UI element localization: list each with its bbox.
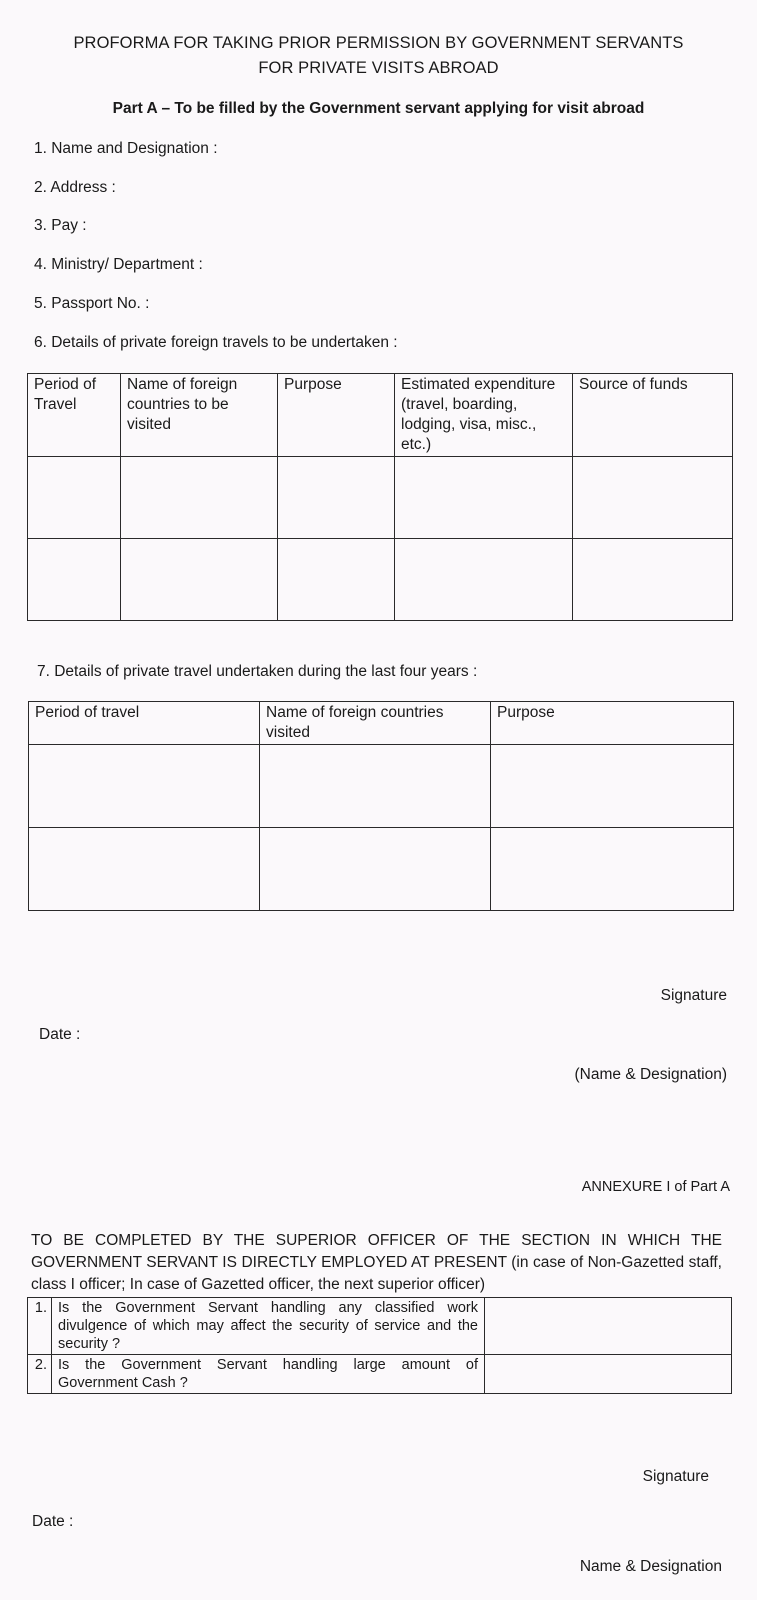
table-cell[interactable] bbox=[260, 745, 491, 828]
field-travel-details-heading: 6. Details of private foreign travels to be undertaken : bbox=[34, 334, 398, 351]
table-cell[interactable] bbox=[29, 745, 260, 828]
field-pay: 3. Pay : bbox=[34, 217, 87, 234]
col-source-of-funds: Source of funds bbox=[573, 374, 733, 457]
section-7-heading: 7. Details of private travel undertaken during the last four years : bbox=[37, 663, 478, 680]
question-text: Is the Government Servant handling large amount of Government Cash ? bbox=[52, 1355, 485, 1394]
table-cell[interactable] bbox=[573, 457, 733, 539]
col-period-of-travel: Period of Travel bbox=[28, 374, 121, 457]
table-cell[interactable] bbox=[28, 457, 121, 539]
table-cell[interactable] bbox=[278, 539, 395, 621]
table-cell[interactable] bbox=[395, 539, 573, 621]
field-address: 2. Address : bbox=[34, 179, 116, 196]
superior-officer-instruction: TO BE COMPLETED BY THE SUPERIOR OFFICER OF THE SECTION IN WHICH THE GOVERNMENT SERVANT IS DIRECTLY EMPLOYED AT PRESENT (in case of Non-Gazetted staff, class I officer; In case of Gazetted officer, the next superior officer) bbox=[31, 1232, 722, 1293]
table-cell[interactable] bbox=[491, 745, 734, 828]
past-travel-table bbox=[28, 701, 734, 911]
col-purpose: Purpose bbox=[491, 702, 734, 745]
form-title-line2: FOR PRIVATE VISITS ABROAD bbox=[258, 59, 499, 77]
table-cell[interactable] bbox=[573, 539, 733, 621]
question-number: 1. bbox=[28, 1298, 52, 1355]
field-passport-no: 5. Passport No. : bbox=[34, 295, 150, 312]
field-name-designation: 1. Name and Designation : bbox=[34, 140, 218, 157]
answer-cell[interactable] bbox=[485, 1355, 732, 1394]
signature-label: Signature bbox=[660, 987, 727, 1004]
table-row bbox=[28, 539, 733, 621]
table-cell[interactable] bbox=[278, 457, 395, 539]
table-row bbox=[28, 457, 733, 539]
table-cell[interactable] bbox=[491, 828, 734, 911]
table-row bbox=[28, 1355, 732, 1394]
annexure-label: ANNEXURE I of Part A bbox=[581, 1179, 730, 1195]
col-purpose: Purpose bbox=[278, 374, 395, 457]
table-cell[interactable] bbox=[121, 539, 278, 621]
annexure-signature-label: Signature bbox=[642, 1468, 709, 1485]
table-row bbox=[28, 1298, 732, 1355]
table-cell[interactable] bbox=[260, 828, 491, 911]
col-period-of-travel: Period of travel bbox=[29, 702, 260, 745]
table-row bbox=[29, 828, 734, 911]
part-a-heading: Part A – To be filled by the Government servant applying for visit abroad bbox=[112, 100, 645, 117]
table-row bbox=[29, 745, 734, 828]
col-estimated-expenditure: Estimated expenditure (travel, boarding, lodging, visa, misc., etc.) bbox=[395, 374, 573, 457]
date-label: Date : bbox=[39, 1026, 81, 1043]
annexure-questions-table bbox=[27, 1297, 732, 1394]
answer-cell[interactable] bbox=[485, 1298, 732, 1355]
annexure-date-label: Date : bbox=[32, 1513, 74, 1530]
table-cell[interactable] bbox=[395, 457, 573, 539]
planned-travel-table bbox=[27, 373, 733, 621]
table-cell[interactable] bbox=[28, 539, 121, 621]
form-title-line1: PROFORMA FOR TAKING PRIOR PERMISSION BY GOVERNMENT SERVANTS bbox=[73, 34, 684, 52]
table-cell[interactable] bbox=[121, 457, 278, 539]
col-foreign-countries: Name of foreign countries to be visited bbox=[121, 374, 278, 457]
question-number: 2. bbox=[28, 1355, 52, 1394]
name-designation-label: (Name & Designation) bbox=[574, 1066, 727, 1083]
annexure-name-designation-label: Name & Designation bbox=[579, 1558, 722, 1575]
col-foreign-countries: Name of foreign countries visited bbox=[260, 702, 491, 745]
field-ministry-department: 4. Ministry/ Department : bbox=[34, 256, 203, 273]
table-cell[interactable] bbox=[29, 828, 260, 911]
question-text: Is the Government Servant handling any classified work divulgence of which may affect the security of service and the security ? bbox=[52, 1298, 485, 1355]
